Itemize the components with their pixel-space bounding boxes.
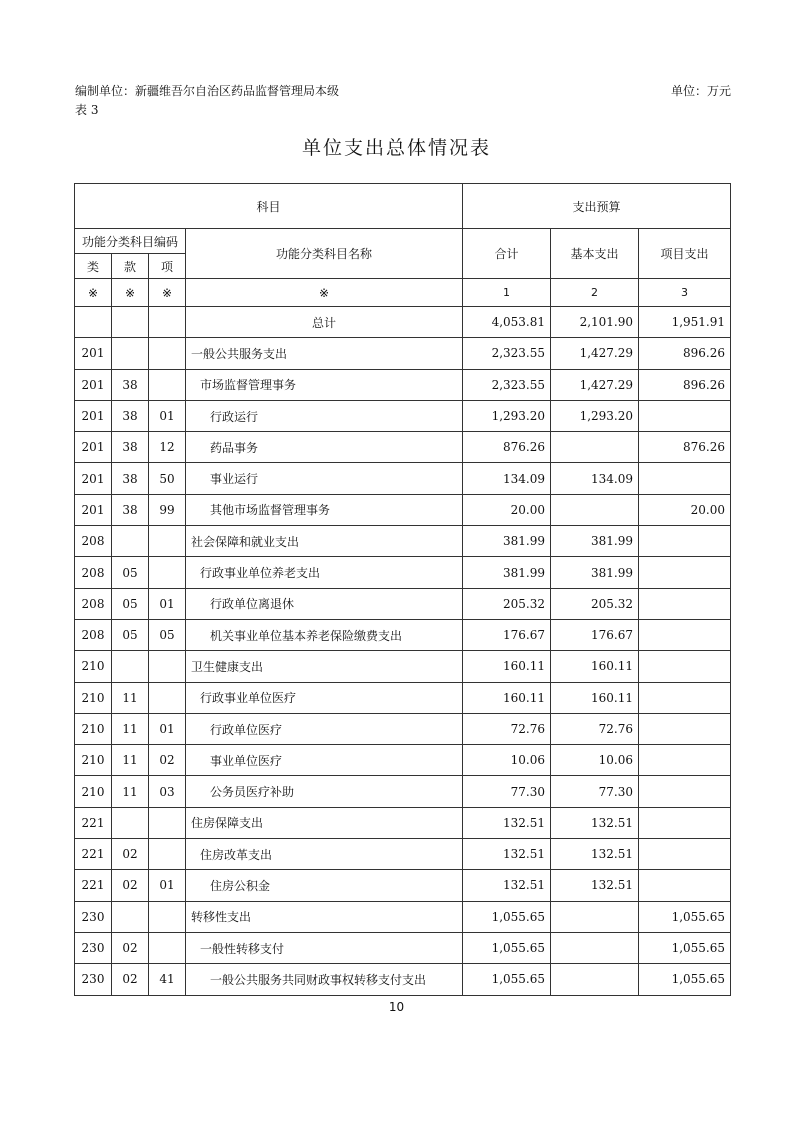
code-xiang: 03 <box>149 776 186 807</box>
code-xiang <box>149 682 186 713</box>
table-row <box>75 557 731 588</box>
code-xiang <box>149 932 186 963</box>
marker-total: 1 <box>463 279 551 307</box>
amount-basic: 1,427.29 <box>551 338 639 369</box>
header-code-group: 功能分类科目编码 <box>75 229 186 254</box>
code-lei <box>75 307 112 338</box>
amount-project <box>639 839 731 870</box>
header-xiang: 项 <box>149 254 186 279</box>
amount-total: 160.11 <box>463 651 551 682</box>
code-lei: 201 <box>75 432 112 463</box>
code-kuan: 02 <box>112 932 149 963</box>
amount-basic: 132.51 <box>551 839 639 870</box>
item-name: 市场监督管理事务 <box>186 369 463 400</box>
amount-project: 1,951.91 <box>639 307 731 338</box>
amount-basic <box>551 494 639 525</box>
amount-project <box>639 651 731 682</box>
amount-total: 1,055.65 <box>463 964 551 995</box>
code-kuan: 05 <box>112 619 149 650</box>
code-lei: 210 <box>75 776 112 807</box>
code-xiang: 01 <box>149 713 186 744</box>
page-number: 10 <box>388 1000 405 1014</box>
item-name: 住房保障支出 <box>186 807 463 838</box>
code-lei: 201 <box>75 494 112 525</box>
amount-total: 132.51 <box>463 839 551 870</box>
amount-basic: 381.99 <box>551 557 639 588</box>
marker-name: ※ <box>186 279 463 307</box>
amount-basic: 160.11 <box>551 682 639 713</box>
table-row <box>75 338 731 369</box>
code-kuan: 11 <box>112 682 149 713</box>
table-row <box>75 682 731 713</box>
amount-project: 876.26 <box>639 432 731 463</box>
code-kuan: 38 <box>112 463 149 494</box>
item-name: 行政事业单位养老支出 <box>186 557 463 588</box>
amount-total: 134.09 <box>463 463 551 494</box>
amount-total: 1,293.20 <box>463 400 551 431</box>
code-xiang <box>149 338 186 369</box>
code-lei: 221 <box>75 870 112 901</box>
item-name: 其他市场监督管理事务 <box>186 494 463 525</box>
item-name: 住房改革支出 <box>186 839 463 870</box>
code-kuan <box>112 901 149 932</box>
code-lei: 208 <box>75 526 112 557</box>
amount-project <box>639 745 731 776</box>
amount-project <box>639 526 731 557</box>
code-kuan: 38 <box>112 369 149 400</box>
code-lei: 210 <box>75 651 112 682</box>
table-row <box>75 745 731 776</box>
code-lei: 208 <box>75 557 112 588</box>
code-xiang: 41 <box>149 964 186 995</box>
amount-project <box>639 463 731 494</box>
amount-project: 896.26 <box>639 369 731 400</box>
amount-project <box>639 870 731 901</box>
amount-total: 132.51 <box>463 870 551 901</box>
code-kuan <box>112 338 149 369</box>
table-row <box>75 526 731 557</box>
table-row <box>75 588 731 619</box>
header-budget: 支出预算 <box>463 184 731 229</box>
code-xiang: 02 <box>149 745 186 776</box>
amount-basic: 1,427.29 <box>551 369 639 400</box>
table-row <box>75 400 731 431</box>
header-project: 项目支出 <box>639 229 731 279</box>
table-row <box>75 776 731 807</box>
currency-unit: 单位：万元 <box>670 84 731 98</box>
amount-basic: 176.67 <box>551 619 639 650</box>
amount-basic: 10.06 <box>551 745 639 776</box>
amount-project: 1,055.65 <box>639 964 731 995</box>
table-row <box>75 494 731 525</box>
table-row <box>75 307 731 338</box>
amount-project <box>639 713 731 744</box>
item-name: 公务员医疗补助 <box>186 776 463 807</box>
code-kuan <box>112 526 149 557</box>
code-kuan: 05 <box>112 557 149 588</box>
marker-xiang: ※ <box>149 279 186 307</box>
amount-total: 160.11 <box>463 682 551 713</box>
amount-total: 2,323.55 <box>463 338 551 369</box>
code-xiang: 01 <box>149 870 186 901</box>
item-name: 行政单位离退休 <box>186 588 463 619</box>
table-row <box>75 964 731 995</box>
amount-basic: 72.76 <box>551 713 639 744</box>
code-lei: 230 <box>75 901 112 932</box>
code-kuan <box>112 807 149 838</box>
amount-project <box>639 588 731 619</box>
code-kuan: 11 <box>112 713 149 744</box>
amount-total: 132.51 <box>463 807 551 838</box>
item-name: 行政单位医疗 <box>186 713 463 744</box>
code-xiang <box>149 651 186 682</box>
amount-basic: 1,293.20 <box>551 400 639 431</box>
header-basic: 基本支出 <box>551 229 639 279</box>
item-name: 住房公积金 <box>186 870 463 901</box>
table-row <box>75 713 731 744</box>
amount-basic <box>551 432 639 463</box>
code-lei: 210 <box>75 745 112 776</box>
item-name: 总计 <box>186 307 463 338</box>
code-xiang <box>149 307 186 338</box>
code-xiang: 50 <box>149 463 186 494</box>
table-number: 表 3 <box>75 103 99 117</box>
amount-project: 896.26 <box>639 338 731 369</box>
item-name: 事业单位医疗 <box>186 745 463 776</box>
table-row <box>75 807 731 838</box>
marker-basic: 2 <box>551 279 639 307</box>
code-lei: 210 <box>75 682 112 713</box>
table-row <box>75 870 731 901</box>
amount-basic: 132.51 <box>551 870 639 901</box>
header-name: 功能分类科目名称 <box>186 229 463 279</box>
table-row <box>75 369 731 400</box>
code-xiang <box>149 369 186 400</box>
amount-total: 1,055.65 <box>463 901 551 932</box>
code-kuan: 02 <box>112 839 149 870</box>
item-name: 机关事业单位基本养老保险缴费支出 <box>186 619 463 650</box>
code-xiang <box>149 807 186 838</box>
amount-basic: 132.51 <box>551 807 639 838</box>
amount-basic: 160.11 <box>551 651 639 682</box>
table-row <box>75 932 731 963</box>
code-lei: 221 <box>75 839 112 870</box>
code-xiang: 01 <box>149 588 186 619</box>
code-lei: 201 <box>75 369 112 400</box>
item-name: 行政事业单位医疗 <box>186 682 463 713</box>
amount-basic: 205.32 <box>551 588 639 619</box>
item-name: 一般公共服务支出 <box>186 338 463 369</box>
amount-project <box>639 557 731 588</box>
amount-basic <box>551 901 639 932</box>
amount-project <box>639 807 731 838</box>
amount-total: 10.06 <box>463 745 551 776</box>
marker-kuan: ※ <box>112 279 149 307</box>
table-row <box>75 651 731 682</box>
code-lei: 201 <box>75 463 112 494</box>
amount-project: 20.00 <box>639 494 731 525</box>
amount-project <box>639 619 731 650</box>
amount-total: 381.99 <box>463 526 551 557</box>
amount-basic: 134.09 <box>551 463 639 494</box>
code-lei: 201 <box>75 338 112 369</box>
code-xiang <box>149 839 186 870</box>
amount-project: 1,055.65 <box>639 932 731 963</box>
code-kuan: 38 <box>112 432 149 463</box>
code-kuan: 02 <box>112 870 149 901</box>
amount-total: 2,323.55 <box>463 369 551 400</box>
table-row <box>75 619 731 650</box>
amount-total: 4,053.81 <box>463 307 551 338</box>
amount-project: 1,055.65 <box>639 901 731 932</box>
item-name: 药品事务 <box>186 432 463 463</box>
code-kuan <box>112 307 149 338</box>
item-name: 社会保障和就业支出 <box>186 526 463 557</box>
marker-lei: ※ <box>75 279 112 307</box>
code-kuan: 38 <box>112 494 149 525</box>
amount-total: 176.67 <box>463 619 551 650</box>
code-lei: 201 <box>75 400 112 431</box>
code-xiang <box>149 901 186 932</box>
table-row <box>75 839 731 870</box>
code-lei: 208 <box>75 588 112 619</box>
table-row <box>75 901 731 932</box>
page-title: 单位支出总体情况表 <box>301 137 491 159</box>
item-name: 一般公共服务共同财政事权转移支付支出 <box>186 964 463 995</box>
amount-total: 72.76 <box>463 713 551 744</box>
amount-basic: 77.30 <box>551 776 639 807</box>
item-name: 一般性转移支付 <box>186 932 463 963</box>
table-row <box>75 463 731 494</box>
code-lei: 230 <box>75 932 112 963</box>
code-xiang <box>149 526 186 557</box>
item-name: 转移性支出 <box>186 901 463 932</box>
code-xiang: 05 <box>149 619 186 650</box>
item-name: 卫生健康支出 <box>186 651 463 682</box>
code-lei: 221 <box>75 807 112 838</box>
code-kuan: 11 <box>112 745 149 776</box>
code-xiang <box>149 557 186 588</box>
header-lei: 类 <box>75 254 112 279</box>
amount-basic <box>551 964 639 995</box>
code-kuan: 11 <box>112 776 149 807</box>
amount-total: 381.99 <box>463 557 551 588</box>
amount-total: 205.32 <box>463 588 551 619</box>
code-lei: 230 <box>75 964 112 995</box>
amount-total: 77.30 <box>463 776 551 807</box>
table-row <box>75 432 731 463</box>
amount-total: 20.00 <box>463 494 551 525</box>
header-total: 合计 <box>463 229 551 279</box>
code-lei: 210 <box>75 713 112 744</box>
code-lei: 208 <box>75 619 112 650</box>
code-kuan: 38 <box>112 400 149 431</box>
amount-total: 1,055.65 <box>463 932 551 963</box>
amount-basic <box>551 932 639 963</box>
amount-project <box>639 776 731 807</box>
code-kuan: 02 <box>112 964 149 995</box>
amount-total: 876.26 <box>463 432 551 463</box>
code-kuan <box>112 651 149 682</box>
amount-basic: 2,101.90 <box>551 307 639 338</box>
marker-project: 3 <box>639 279 731 307</box>
header-subject: 科目 <box>75 184 463 229</box>
amount-basic: 381.99 <box>551 526 639 557</box>
item-name: 行政运行 <box>186 400 463 431</box>
item-name: 事业运行 <box>186 463 463 494</box>
header-kuan: 款 <box>112 254 149 279</box>
code-xiang: 01 <box>149 400 186 431</box>
expenditure-table <box>74 183 731 996</box>
code-xiang: 99 <box>149 494 186 525</box>
compiling-unit: 编制单位：新疆维吾尔自治区药品监督管理局本级 <box>75 84 340 98</box>
marker-row <box>75 279 731 307</box>
amount-project <box>639 682 731 713</box>
amount-project <box>639 400 731 431</box>
code-kuan: 05 <box>112 588 149 619</box>
code-xiang: 12 <box>149 432 186 463</box>
